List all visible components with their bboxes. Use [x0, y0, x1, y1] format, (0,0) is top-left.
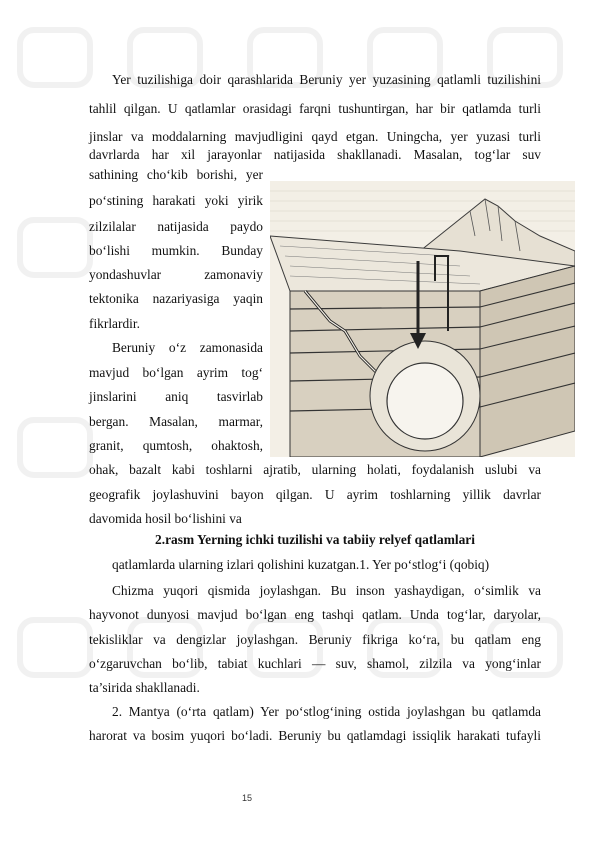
earth-structure-illustration	[270, 181, 575, 457]
paragraph-line: zilzilalar natijasida paydo	[89, 219, 263, 234]
figure-caption: 2.rasm Yerning ichki tuzilishi va tabiiy relyef qatlamlari	[155, 532, 475, 547]
paragraph-line: sathining cho‘kib borishi, yer	[89, 167, 263, 182]
paragraph-line: 2. Mantya (o‘rta qatlam) Yer po‘stlog‘ining ostida joylashgan bu qatlamda	[112, 704, 541, 719]
paragraph-line: yondashuvlar zamonaviy	[89, 267, 263, 282]
paragraph-line: davrlarda har xil jarayonlar natijasida shakllanadi. Masalan, tog‘lar suv	[89, 147, 541, 162]
page-number: 15	[242, 793, 253, 803]
paragraph-line: jinslarini aniq tasvirlab	[89, 389, 263, 404]
paragraph-line: geografik joylashuvini bayon qilgan. U ayrim toshlarning yillik davrlar	[89, 487, 541, 502]
paragraph-line: qatlamlarda ularning izlari qolishini kuzatgan.1. Yer po‘stlog‘i (qobiq)	[112, 557, 490, 572]
paragraph-line: hayvonot dunyosi mavjud bo‘lgan eng tashqi qatlam. Unda tog‘lar, daryolar,	[89, 607, 541, 622]
paragraph-line: davomida hosil bo‘lishini va	[89, 511, 242, 526]
paragraph-line: tektonika nazariyasiga yaqin	[89, 291, 263, 306]
paragraph-line: po‘stining harakati yoki yirik	[89, 193, 263, 208]
paragraph-line: ohak, bazalt kabi toshlarni ajratib, ularning holati, foydalanish uslubi va	[89, 462, 541, 477]
paragraph-line: o‘zgaruvchan bo‘lib, tabiat kuchlari — suv, shamol, zilzila va yong‘inlar	[89, 656, 541, 671]
paragraph-line: bergan. Masalan, marmar,	[89, 414, 263, 429]
paragraph-line: fikrlardir.	[89, 316, 140, 331]
paragraph-line: tahlil qilgan. U qatlamlar orasidagi farqni tushuntirgan, har bir qatlamda turli	[89, 101, 541, 116]
paragraph-line: mavjud bo‘lgan ayrim tog‘	[89, 365, 263, 380]
paragraph-line: tekisliklar va dengizlar joylashgan. Beruniy fikriga ko‘ra, bu qatlam eng	[89, 632, 541, 647]
paragraph-line: jinslar va moddalarning mavjudligini qayd etgan. Uningcha, yer yuzasi turli	[89, 129, 541, 144]
paragraph-line: granit, qumtosh, ohaktosh,	[89, 438, 263, 453]
paragraph-line: Chizma yuqori qismida joylashgan. Bu inson yashaydigan, o‘simlik va	[112, 583, 541, 598]
paragraph-line: Yer tuzilishiga doir qarashlarida Beruniy yer yuzasining qatlamli tuzilishini	[112, 72, 541, 87]
paragraph-line: bo‘lishi mumkin. Bunday	[89, 243, 263, 258]
paragraph-line: harorat va bosim yuqori bo‘ladi. Beruniy bu qatlamdagi issiqlik harakati tufayli	[89, 728, 541, 743]
paragraph-line: Beruniy o‘z zamonasida	[112, 340, 263, 355]
paragraph-line: ta’sirida shakllanadi.	[89, 680, 200, 695]
